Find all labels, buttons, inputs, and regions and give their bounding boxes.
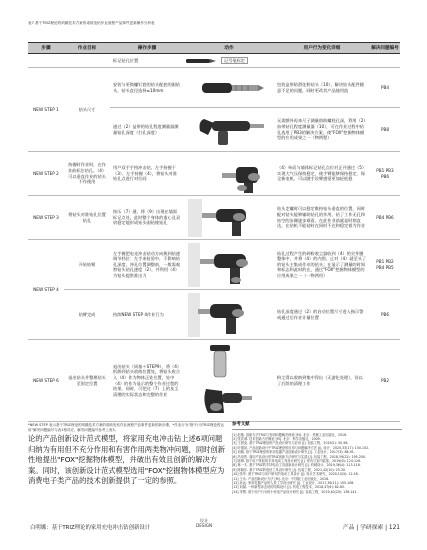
cell-code (370, 54, 400, 68)
cell-action (184, 152, 274, 196)
cell-behavior: 钻孔深度通过（2）的启动位置尺寸进入指示警戒通过后作业计量位置 (274, 290, 370, 340)
cell-action (184, 54, 274, 68)
footer-journal-cn: 设计 (199, 518, 209, 523)
cell-action (184, 196, 274, 240)
cell-step: NEW STEP 4 (28, 240, 64, 340)
reference-item: [7] 陈锋. 基于用户体验的手持电动工具设计研究 [J]. 家具与室内装饰，2019(6): 124-126. (232, 458, 362, 463)
body-paragraph: 论的产品创新设计范式模型，将家用充电冲击钻上述6项问题归纳为有用但不充分作用和有害作用两类物冲问题，同时创新性地提出"FOX"挖掘物体模型，并破出有效且创新的解决方案。同时，该创新设计范式模型选用"FOX"挖掘物体模型应为消费电子类产品的技术创新提供了一定的参照。 (28, 434, 226, 486)
cell-operation: 退出钻头（同基＋STEP9），将（4）拆卸到钻头收纳位置处，将钻头收合入（4）作为物体正处位置，处中（4）的作为显示的整个作业过程的结果，同时，可把这（7）上的灰尘清理的实际状态和完整的作业 (110, 340, 184, 422)
cell-goal: 持握时作业时，在作业前标注钻孔。（4）可以垂直作业的钻头不作使用 (64, 152, 110, 196)
cell-action (184, 240, 274, 290)
cell-behavior: 粉尘得以收纳到集中得出（无游化处理），设以了后续的清理工作 (274, 340, 370, 422)
cell-code: PB8 (370, 108, 400, 152)
process-table (28, 42, 400, 422)
header-goal: 作业目标 (64, 43, 110, 54)
footer-journal-mark (196, 518, 212, 528)
drilling-in-progress-illustration (184, 241, 274, 289)
cell-code: PB6 (370, 290, 400, 340)
hands-holding-drill-illustration (184, 153, 274, 195)
cell-goal: 将钻头对准钻孔位置钻孔 (64, 196, 110, 240)
cell-code: PB1 PB3 PB6 (370, 152, 400, 196)
table-row (28, 152, 400, 196)
cell-step: NEW STEP 1 (28, 68, 64, 152)
header-action: 动作 (184, 43, 274, 54)
cell-code: PB4 (370, 68, 400, 108)
cell-operation: 标记钻孔位置 (110, 54, 184, 68)
cell-goal: 开始钻臂 (64, 240, 110, 290)
footer-article-title: 白明娜：基于TRIZ理论的家用充电冲击钻创新设计 (30, 525, 151, 531)
footer-journal-en: DESIGN (196, 523, 213, 528)
cell-operation: 左手握把电光冲击钻动方向换到钻速调节档位：左手来检验中，不影响钻孔深度，冲孔位置调整前，一般需观察钻头钻孔速度（2），并利用（4）为钻头提供准出力 (110, 240, 184, 290)
drilling-complete-illustration (184, 291, 274, 339)
table-caption: 表7 基于TRIZ理论的烦躁技术方案的诺欧电钻作业流程产品事件更新操作分析表 (28, 21, 155, 25)
cell-step: NEW STEP 2 (28, 152, 64, 196)
cell-code: PB1 PB2 PB4 PB5 (370, 240, 400, 290)
cell-step: NEW STEP 6 (28, 340, 64, 422)
cell-behavior: 包装盒带防滑化粉钻头（10），解决钻头配件随意不足的问题，同时更改其产品使用流 (274, 68, 370, 108)
cell-action (184, 340, 274, 422)
header-step: 步骤 (28, 43, 64, 54)
reference-item: [5] 刘晓. 基于TRIZ理论的家用电器产品创新设计研究 [J]. 工业设计，2017(3): 88-91. (232, 450, 355, 455)
reference-item: [1] 赵敏. 创新方法TRIZ与发明问题解决理论 [M]. 北京：机械工业出版社，2016. (232, 432, 348, 437)
cell-goal: 钻头尺寸 (64, 68, 110, 152)
cell-goal (64, 54, 110, 68)
cell-step: NEW STEP 3 (28, 196, 64, 240)
reference-item: [6] 冯培恩. 面向产品设计的TRIZ创新方法研究与实践 [J]. 包装工程，2018,39(22): 195-200. (232, 454, 366, 459)
cell-operation: 通过（2）益带的钻孔程度测量器测量钻孔深度（打孔深度） (110, 108, 184, 152)
action-label: 记号笔标定 (221, 57, 248, 65)
cell-behavior: 钻孔过程产生的碎粉收尘器收到（4）的尖井膜整体中，并将（4）的内图，止对（4）就至头了的钻头主集成作业的钻头；在显示了测量的时间和标志和此时的在，通过"FOX"挖掘物体模型的应用成果之一（一物两用） (274, 240, 370, 290)
drill-on-wall-illustration (184, 197, 274, 239)
cell-action (184, 68, 274, 108)
reference-item: [4] 叶德泉. 产品创新设计中TRIZ理论的应用与问题解决方法 [J]. 设计，2020,33(17): 150-152. (232, 445, 370, 450)
depth-gauge-drill-illustration (184, 109, 274, 151)
table-row (28, 196, 400, 240)
cell-operation: 安装与更换螺钉套的钻头配套的刚钻头，钻头直径选择≤10mm (110, 68, 184, 108)
cell-operation: 按压（7）通，将（9）出现在墙面标记点处，此时整个身体的重心及双肩稳定地形成钻头刚钻使钻孔 (110, 196, 184, 240)
cell-code: PB2 (370, 340, 400, 422)
table-footnote: *NEW STEP 表示基于TRIZ理论的烦躁技术方案的诺欧电钻作业流程产品事件更新的新步骤，*作业行为"指"行为TRIZ理论的运用"解决问题编号与表1相对应，解决问题编号参考上表3。 (28, 423, 224, 432)
reference-item: [13] 刘斌. 一种新型冲击钻的结构设计 [J]. 机电工程技术，2018,47(6): 82-85. (232, 485, 346, 490)
reference-item: [2] 张武城. 技术创新方法概论 [M]. 北京：科学出版社，2009. (232, 436, 321, 441)
references-title: 参考文献 (232, 422, 250, 427)
cell-behavior (274, 54, 370, 68)
reference-item: [12] 孙远. 家用电器产品的人机工学设计研究 [J]. 工业设计，2017,36(11): 105-108. (232, 480, 355, 485)
reference-item: [14] 李慧. 基于用户行为的小家电产品设计研究 [J]. 包装工程，2019,40(20): 136-141. (232, 489, 358, 494)
page-footer (0, 512, 427, 542)
reference-item: [3] 王晨炎. 基于TRIZ理论的产品设计研究与应用 [J]. 包装工程，2019(1): 50-56. (232, 441, 349, 446)
reference-item: [10] 张华. 基于TRIZ与用户研究的电动工具设计 [J]. 设计艺术研究，2020,10(5): 12-16. (232, 472, 359, 477)
divider (232, 429, 402, 430)
table-row (28, 68, 400, 108)
cell-action (184, 290, 274, 340)
cell-behavior: 钻头走螺时可以稳定维持钻头垂直的位置，同时配对钻头能够辅助钻孔的作用，钻了工作无孔和钻空的步骤逐步难看，在此作业前就是时刻直达，在钻机不能钻时在同时不在和稳定着为作业 (274, 196, 370, 240)
marker-pen-icon (184, 55, 218, 67)
cell-goal: 退出钻头并整理钻头至固定位置 (64, 340, 110, 422)
reference-item: [11] 王永. 产品创新设计方法 [M]. 北京：中国轻工业出版社，2018. (232, 476, 330, 481)
cell-behavior: 无需额外再来尺子测量借助螺栓孔深，利用（2）血带钻孔程度测量器（10），可在作业过程中钻孔选用了PB3的解决方案，使"FOX"挖掘物体模型的应用成果之一（物例程） (274, 108, 370, 152)
header-behavior: 用户行为变化详细 (274, 43, 370, 54)
cell-goal: 钻臂完成 (64, 290, 110, 340)
header-code: 解决问题编号 (370, 43, 400, 54)
cell-operation: 持续NEW STEP 4作业行为 (110, 290, 184, 340)
table-header-row (28, 43, 400, 54)
references (232, 421, 402, 494)
dust-collection-illustration (184, 341, 274, 421)
cell-behavior: （4）单而与墙体标记钻孔点位对正并通过（5）实现大气压保持稳定，使手臂能够保持稳定、保全新电机、可以随手设臂感觉更加轻松稳 (274, 152, 370, 196)
cell-step (28, 54, 64, 68)
footer-page-info: 产品 | 学研探索 | 121 (342, 525, 400, 531)
cell-action (184, 108, 274, 152)
table-row (28, 54, 400, 68)
drill-bit-illustration (184, 69, 274, 107)
table-row (28, 340, 400, 422)
table-row (28, 240, 400, 290)
cell-operation: 用户双手手持冲击钻，左手持握于（3）、左手持握（4），将钻头对准钻孔点进行对位同 (110, 152, 184, 196)
header-operation: 操作步骤 (110, 43, 184, 54)
reference-item: [9] 陈晓东. 基于TRIZ的电钻工具设计研究 [J]. 包装工程，2021,42(10): 25-30. (232, 467, 346, 472)
reference-item: [8] 林一夫. 基于TRIZ的手持电动工具创新设计研究 [J]. 机械设计，2019,36(4): 113-118. (232, 463, 361, 468)
table-row (28, 290, 400, 340)
cell-code: PB4 PB6 (370, 196, 400, 240)
